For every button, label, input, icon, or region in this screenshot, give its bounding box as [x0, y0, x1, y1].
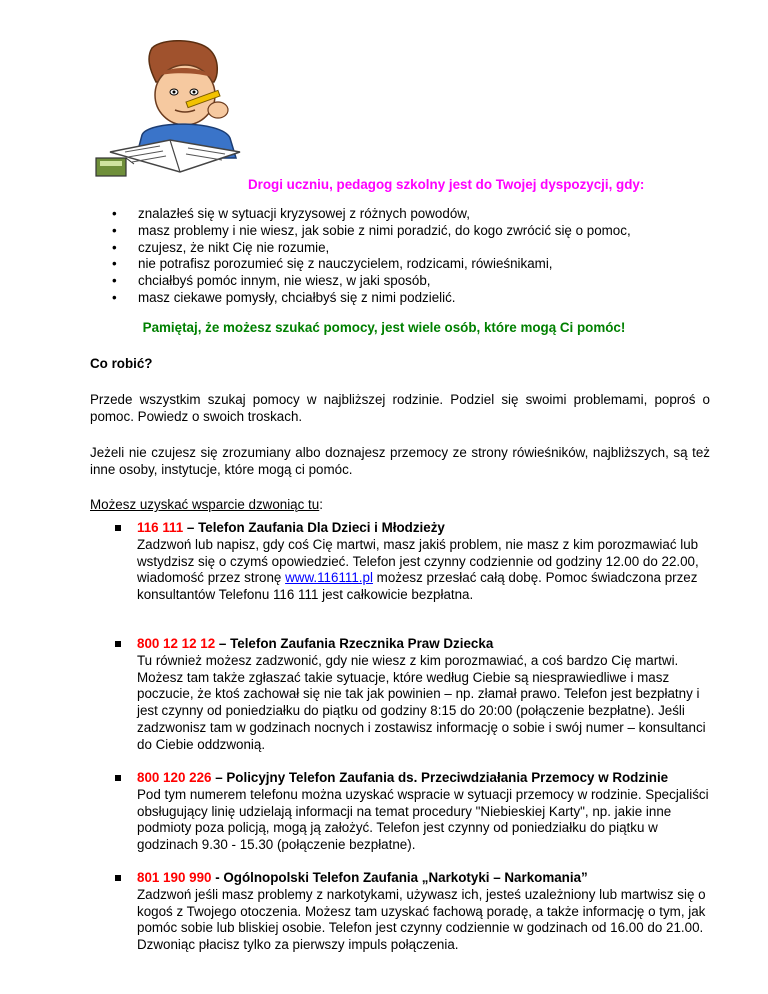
- helpline-800120226: [115, 770, 715, 854]
- intro-heading: Drogi uczniu, pedagog szkolny jest do Twojej dyspozycji, gdy:: [248, 177, 645, 192]
- helpline-number: 800 120 226: [137, 770, 212, 785]
- helpline-number: 801 190 990: [137, 870, 212, 885]
- square-bullet-icon: [115, 875, 121, 881]
- square-bullet-icon: [115, 641, 121, 647]
- what-to-do-heading: Co robić?: [90, 356, 153, 371]
- helpline-website-link[interactable]: www.116111.pl: [285, 570, 373, 586]
- helpline-title: – Telefon Zaufania Rzecznika Praw Dziecka: [215, 636, 494, 651]
- helpline-description: Zadzwoń jeśli masz problemy z narkotykami, używasz ich, jesteś uzależniony lub martwisz się o kogoś z Twojego otoczenia. Możesz tam uzyskać fachową poradę, a także informację o tym, jak pomóc sobie lub bliskiej osobie. Telefon jest czynny codziennie w godzinach od 16.00 do 21.00. Dzwoniąc płacisz tylko za pierwszy impuls połączenia.: [137, 886, 706, 953]
- support-intro-text: Możesz uzyskać wsparcie dzwoniąc tu: [90, 497, 320, 512]
- helpline-description-cont: możesz przesłać całą dobę. Pomoc świadczona przez konsultantów Telefonu 116 111 jest całkowicie bezpłatna.: [137, 570, 698, 603]
- paragraph-family-help: Przede wszystkim szukaj pomocy w najbliższej rodzinie. Podziel się swoimi problemami, poproś o pomoc. Powiedz o swoich troskach.: [90, 392, 710, 424]
- helpline-title: – Policyjny Telefon Zaufania ds. Przeciwdziałania Przemocy w Rodzinie: [211, 770, 669, 785]
- support-intro-colon: :: [319, 497, 323, 512]
- helpline-116111: [115, 520, 715, 604]
- helpline-title: – Telefon Zaufania Dla Dzieci i Młodzieży: [183, 520, 445, 535]
- paragraph-other-institutions: Jeżeli nie czujesz się zrozumiany albo doznajesz przemocy ze strony rówieśników, najbliższych, są też inne osoby, instytucje, które mogą ci pomóc.: [90, 445, 710, 477]
- helpline-801190990: [115, 870, 715, 954]
- list-item: • nie potrafisz porozumieć się z nauczycielem, rodzicami, rówieśnikami,: [112, 256, 631, 273]
- list-item: • czujesz, że nikt Cię nie rozumie,: [112, 240, 631, 257]
- helpline-title: - Ogólnopolski Telefon Zaufania „Narkotyki – Narkomania”: [211, 870, 588, 885]
- list-item: • masz problemy i nie wiesz, jak sobie z nimi poradzić, do kogo zwrócić się o pomoc,: [112, 223, 631, 240]
- list-item: • masz ciekawe pomysły, chciałbyś się z nimi podzielić.: [112, 290, 631, 307]
- list-item: • znalazłeś się w sytuacji kryzysowej z różnych powodów,: [112, 206, 631, 223]
- helpline-number: 800 12 12 12: [137, 636, 216, 651]
- helpline-number: 116 111: [137, 520, 184, 535]
- situations-list: [112, 206, 631, 307]
- helpline-800121212: [115, 636, 715, 754]
- helpline-description: Zadzwoń lub napisz, gdy coś Cię martwi, masz jakiś problem, nie masz z kim porozmawiać lub wstydzisz się o czymś opowiedzieć. Telefon jest czynny codziennie od godziny 12.00 do 22.00, wiadomość przez stronę: [137, 536, 699, 586]
- square-bullet-icon: [115, 775, 121, 781]
- remember-note: Pamiętaj, że możesz szukać pomocy, jest wiele osób, które mogą Ci pomóc!: [142, 320, 626, 335]
- list-item: • chciałbyś pomóc innym, nie wiesz, w jaki sposób,: [112, 273, 631, 290]
- square-bullet-icon: [115, 525, 121, 531]
- student-studying-illustration: [90, 40, 255, 190]
- support-intro: [90, 497, 323, 514]
- helpline-description: Pod tym numerem telefonu można uzyskać wspracie w sytuacji przemocy w rodzinie. Specjaliści obsługujący linię udzielają informacji na temat procedury "Niebieskiej Karty", np. jakie inne podmioty poza policją, mogą ją założyć. Telefon jest czynny od poniedziałku do piątku w godzinach 9.30 - 15.30 (połączenie bezpłatne).: [137, 786, 709, 853]
- helpline-description: Tu również możesz zadzwonić, gdy nie wiesz z kim porozmawiać, a coś bardzo Cię martwi. Możesz tam także zgłaszać takie sytuacje, które według Ciebie są niesprawiedliwe i masz poczucie, że ktoś zachował się nie tak jak powinien – np. złamał prawo. Telefon jest bezpłatny i jest czynny od poniedziałku do piątku od godziny 8:15 do 20:00 (połączenie bezpłatne). Jeśli zadzwonisz tam w godzinach nocnych i zostawisz informację o sobie i swój numer – konsultanci do Ciebie oddzwonią.: [137, 652, 706, 752]
